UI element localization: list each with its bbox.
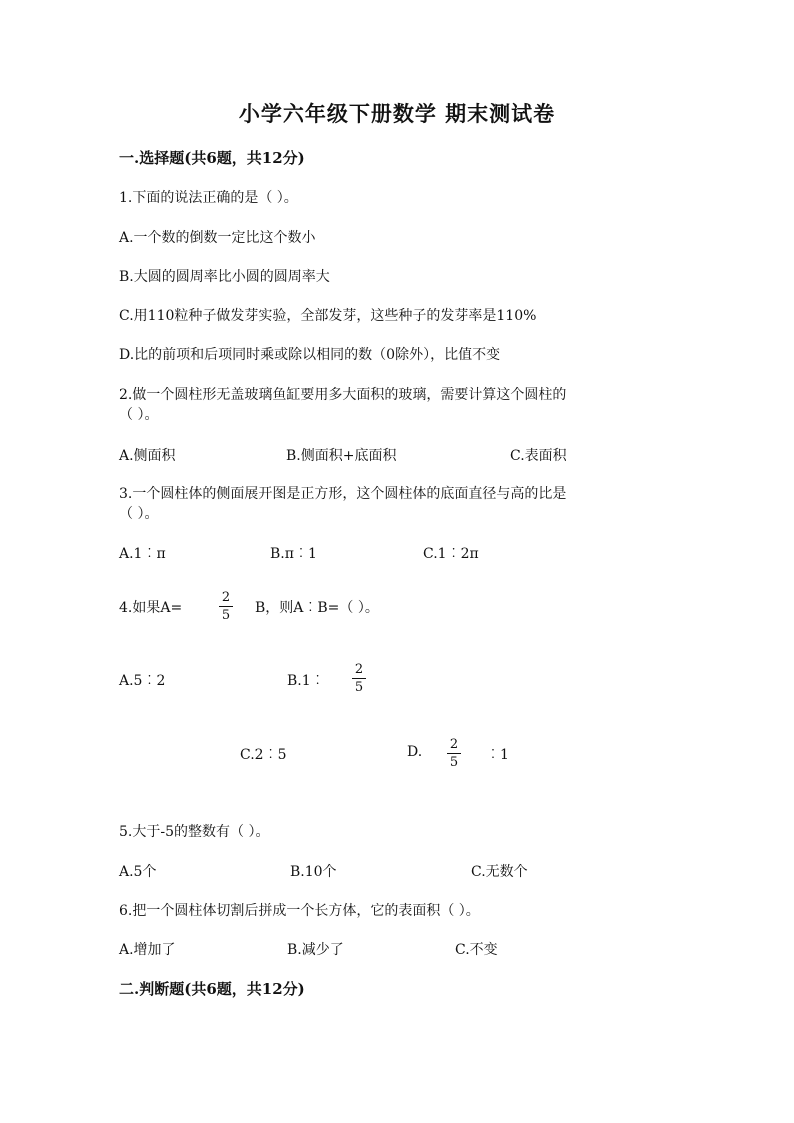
question-6-option-b: B.减少了 (287, 942, 344, 958)
question-2-stem-line2: （ ）。 (119, 407, 159, 423)
question-1-option-b: B.大圆的圆周率比小圆的圆周率大 (119, 269, 330, 285)
question-5-option-b: B.10个 (290, 864, 337, 880)
question-6-option-a: A.增加了 (119, 942, 176, 958)
question-4-option-b-fraction (352, 662, 366, 695)
question-6-stem: 6.把一个圆柱体切割后拼成一个长方体，它的表面积（ ）。 (119, 903, 480, 919)
question-2-option-c: C.表面积 (510, 448, 567, 464)
question-3-stem-line2: （ ）。 (119, 506, 159, 522)
question-5-stem: 5.大于-5的整数有（ ）。 (119, 824, 270, 840)
question-2-stem-line1: 2.做一个圆柱形无盖玻璃鱼缸要用多大面积的玻璃，需要计算这个圆柱的 (119, 387, 567, 403)
question-2-option-a: A.侧面积 (119, 448, 176, 464)
question-4-option-a: A.5︰2 (119, 673, 166, 689)
question-4-stem-suffix: B，则A︰B=（ ）。 (255, 600, 379, 616)
question-5-option-c: C.无数个 (471, 864, 528, 880)
fraction-numerator: 2 (219, 590, 233, 607)
question-4-option-d-prefix: D. (407, 744, 423, 760)
question-4-option-d-fraction (447, 737, 461, 770)
fraction-denominator: 5 (221, 608, 231, 623)
question-4-fraction (219, 590, 233, 623)
question-1-stem: 1.下面的说法正确的是（ ）。 (119, 190, 298, 206)
question-3-option-b: B.π︰1 (270, 546, 317, 562)
question-4-option-c: C.2︰5 (240, 747, 287, 763)
question-1-option-c: C.用110粒种子做发芽实验，全部发芽，这些种子的发芽率是110% (119, 308, 537, 324)
fraction-numerator: 2 (352, 662, 366, 679)
question-1-option-a: A.一个数的倒数一定比这个数小 (119, 230, 316, 246)
question-3-option-a: A.1︰π (119, 546, 166, 562)
fraction-denominator: 5 (449, 755, 459, 770)
fraction-denominator: 5 (354, 680, 364, 695)
question-4-stem-prefix: 4.如果A= (119, 600, 183, 616)
question-4-option-d-suffix: ︰1 (486, 747, 509, 763)
question-3-option-c: C.1︰2π (423, 546, 479, 562)
question-6-option-c: C.不变 (455, 942, 498, 958)
section-header-choice: 一.选择题(共6题，共12分) (119, 149, 305, 167)
page-title: 小学六年级下册数学 期末测试卷 (238, 101, 556, 126)
fraction-numerator: 2 (447, 737, 461, 754)
question-3-stem-line1: 3.一个圆柱体的侧面展开图是正方形，这个圆柱体的底面直径与高的比是 (119, 486, 567, 502)
question-2-option-b: B.侧面积+底面积 (286, 448, 397, 464)
question-5-option-a: A.5个 (119, 864, 157, 880)
section-header-judgement: 二.判断题(共6题，共12分) (119, 980, 305, 998)
question-1-option-d: D.比的前项和后项同时乘或除以相同的数（0除外），比值不变 (119, 347, 501, 363)
question-4-option-b: B.1︰ (287, 673, 325, 689)
